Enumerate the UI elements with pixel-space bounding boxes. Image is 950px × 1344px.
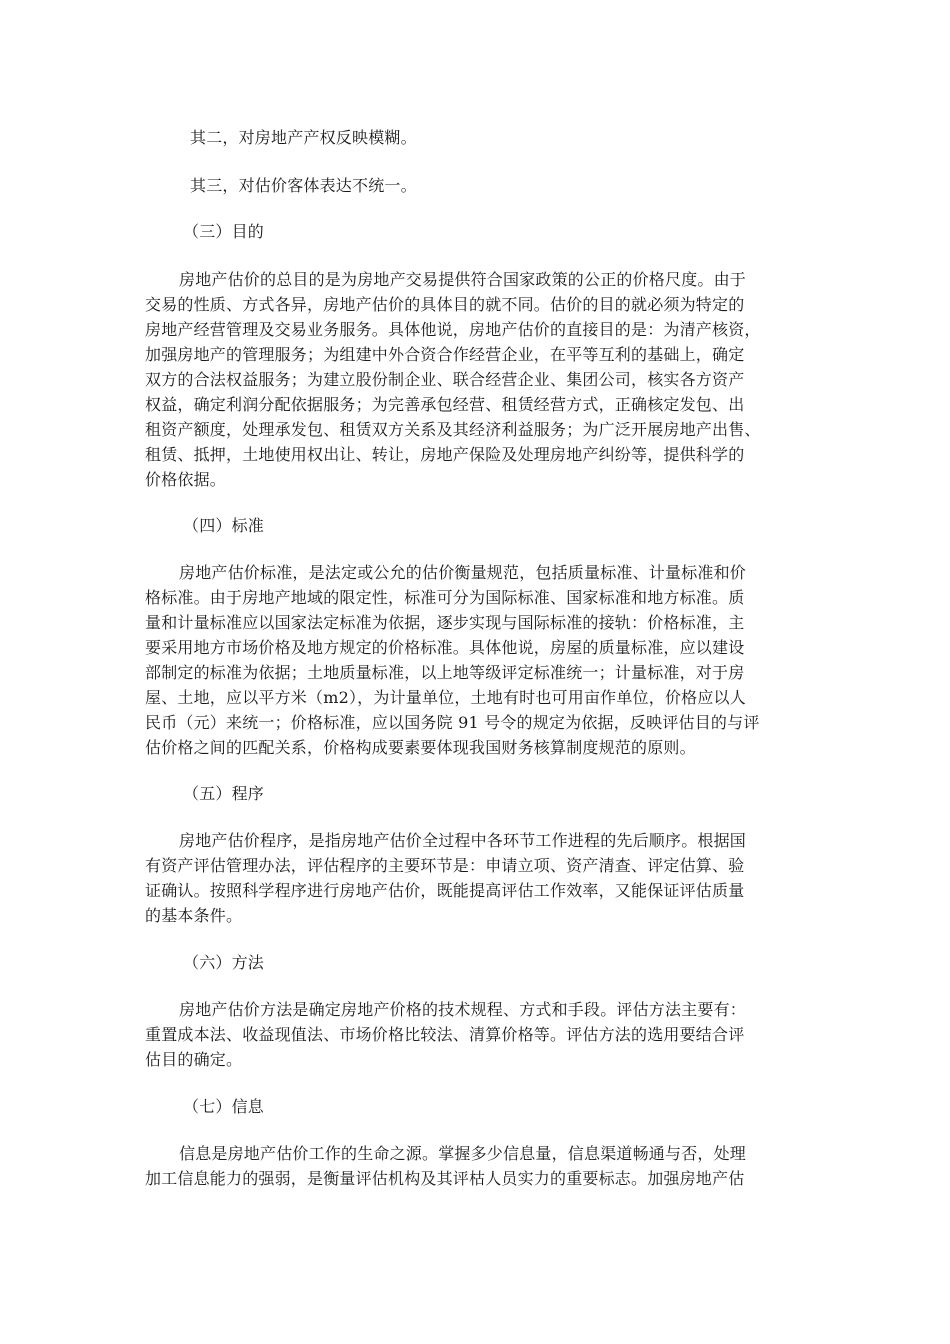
paragraph-line: 价格依据。 [145,470,227,489]
paragraph-line: 双方的合法权益服务；为建立股份制企业、联合经营企业、集团公司，核实各方资产 [145,370,745,389]
paragraph-line: 信息是房地产估价工作的生命之源。掌握多少信息量，信息渠道畅通与否，处理 [179,1144,747,1163]
paragraph-line: 证确认。按照科学程序进行房地产估价，既能提高评估工作效率，又能保证评估质量 [145,881,745,900]
paragraph-line: 租资产额度，处理承发包、租赁双方关系及其经济利益服务；为广泛开展房地产出售、 [145,420,761,439]
section-heading-purpose: （三）目的 [183,222,265,241]
section-heading-standards: （四）标准 [183,516,265,535]
paragraph-line: 部制定的标准为依据；土地质量标准，以上地等级评定标准统一；计量标准，对于房 [145,663,745,682]
paragraph-line: 房地产估价标准，是法定或公允的估价衡量规范，包括质量标准、计量标准和价 [179,563,747,582]
paragraph-line: 要采用地方市场价格及地方规定的价格标准。具体他说，房屋的质量标准，应以建设 [145,638,745,657]
paragraph-line: 量和计量标准应以国家法定标准为依据，逐步实现与国际标准的接轨：价格标准，主 [145,613,745,632]
section-heading-information: （七）信息 [183,1097,265,1116]
paragraph-line: 房地产经营管理及交易业务服务。具体他说，房地产估价的直接目的是：为清产核资， [145,320,761,339]
paragraph-line: 估价格之间的匹配关系，价格构成要素要体现我国财务核算制度规范的原则。 [145,738,696,757]
paragraph-line: 有资产评估管理办法，评估程序的主要环节是：申请立项、资产清查、评定估算、验 [145,856,745,875]
paragraph-line: 房地产估价的总目的是为房地产交易提供符合国家政策的公正的价格尺度。由于 [179,270,747,289]
paragraph-line: 加工信息能力的强弱，是衡量评估机构及其评枯人员实力的重要标志。加强房地产估 [145,1169,745,1188]
paragraph-line: 加强房地产的管理服务；为组建中外合资合作经营企业，在平等互利的基础上，确定 [145,345,745,364]
paragraph-line: 估目的确定。 [145,1050,243,1069]
paragraph-line: 重置成本法、收益现值法、市场价格比较法、清算价格等。评估方法的选用要结合评 [145,1025,745,1044]
paragraph-line: 屋、土地，应以平方米（m2），为计量单位，土地有时也可用亩作单位，价格应以人 [145,688,746,707]
paragraph-line: 的基本条件。 [145,906,243,925]
paragraph-line: 权益，确定利润分配依据服务；为完善承包经营、租赁经营方式，正确核定发包、出 [145,395,745,414]
section-heading-methods: （六）方法 [183,953,265,972]
paragraph-line: 租赁、抵押，土地使用权出让、转让，房地产保险及处理房地产纠纷等，提供科学的 [145,445,745,464]
paragraph-line: 房地产估价方法是确定房地产价格的技术规程、方式和手段。评估方法主要有： [179,1000,747,1019]
paragraph-line: 格标准。由于房地产地域的限定性，标准可分为国际标准、国家标准和地方标准。质 [145,588,745,607]
paragraph-line: 房地产估价程序，是指房地产估价全过程中各环节工作进程的先后顺序。根据国 [179,831,747,850]
section-heading-procedure: （五）程序 [183,784,265,803]
intro-line: 其二，对房地产产权反映模糊。 [190,128,417,147]
paragraph-line: 交易的性质、方式各异，房地产估价的具体目的就不同。估价的目的就必须为特定的 [145,295,745,314]
paragraph-line: 民币（元）来统一；价格标准，应以国务院 91 号令的规定为依据，反映评估目的与评 [145,713,760,732]
intro-line: 其三，对估价客体表达不统一。 [190,176,417,195]
